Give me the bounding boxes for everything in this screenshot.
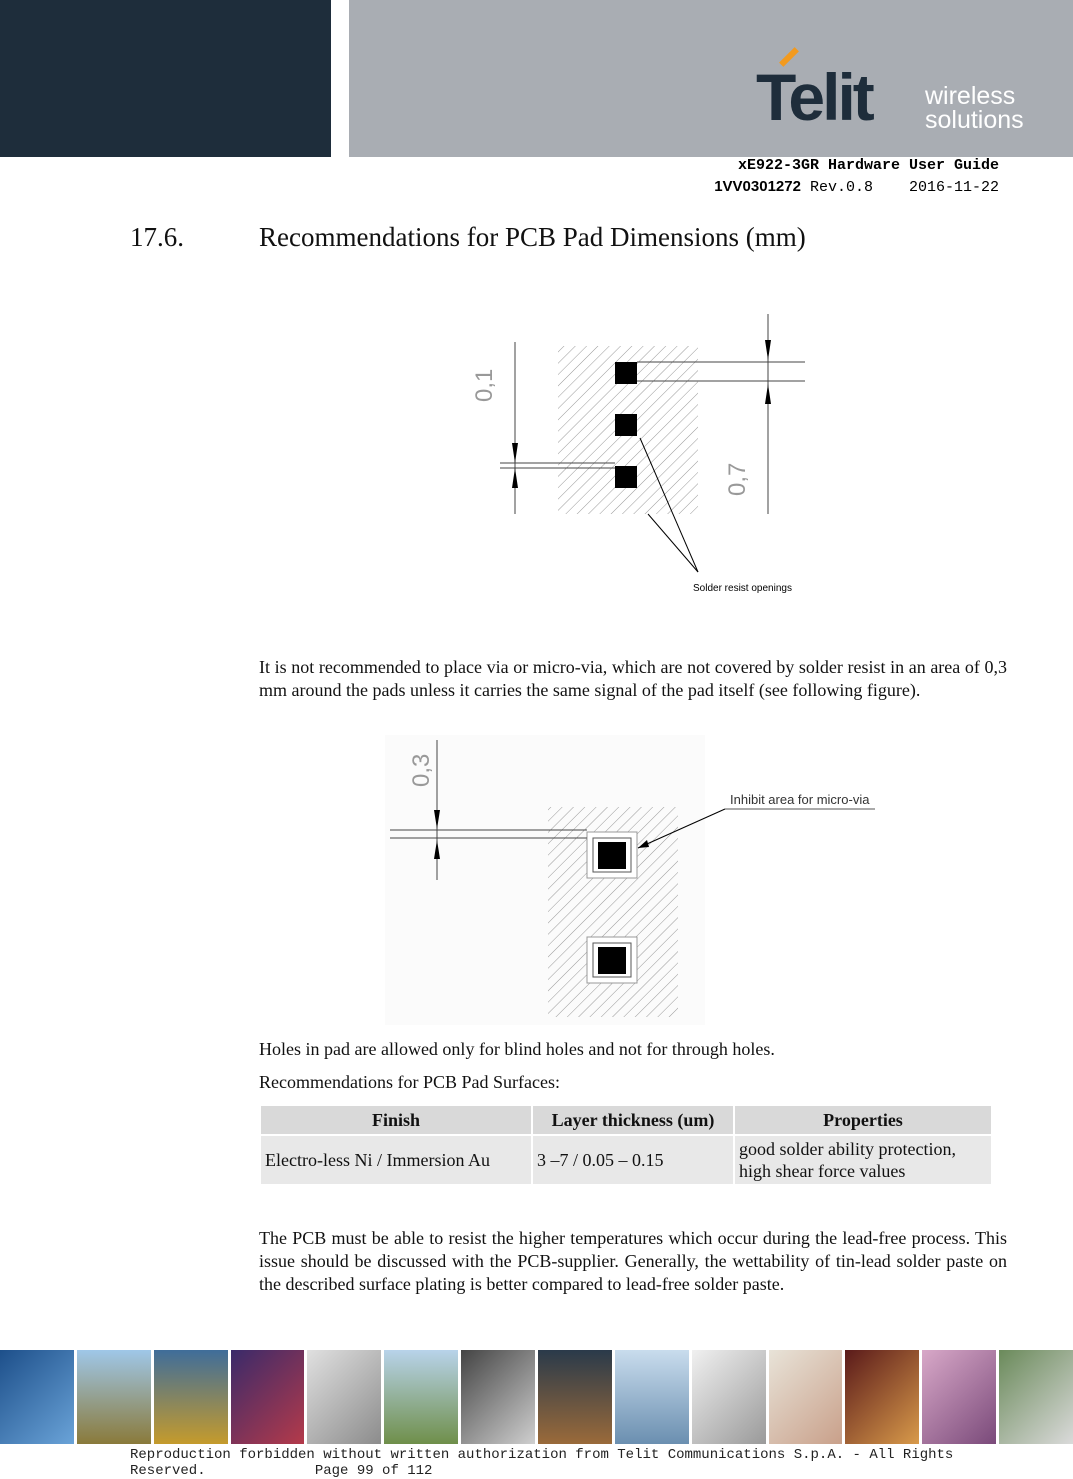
- logo-tagline-line2: solutions: [925, 106, 1024, 134]
- col-finish: Finish: [261, 1106, 531, 1134]
- cell-finish: Electro-less Ni / Immersion Au: [261, 1136, 531, 1184]
- pad-lower: [598, 947, 626, 974]
- pad-1: [615, 362, 637, 384]
- footer-photo: [461, 1350, 535, 1444]
- section-title: Recommendations for PCB Pad Dimensions (mm): [259, 222, 806, 252]
- cell-properties: good solder ability protection, high shear force values: [735, 1136, 991, 1184]
- pad-dimension-figure: [440, 300, 820, 610]
- doc-revision-line: [714, 178, 999, 196]
- col-layer-thickness: Layer thickness (um): [533, 1106, 733, 1134]
- logo-tagline: [925, 84, 1024, 132]
- footer-photo: [77, 1350, 151, 1444]
- callout-inhibit-area: Inhibit area for micro-via: [730, 792, 870, 807]
- footer-photo: [0, 1350, 74, 1444]
- logo-tagline-line1: wireless: [925, 82, 1016, 110]
- footer-photo-strip: [0, 1350, 1073, 1444]
- para-via-recommendation: It is not recommended to place via or micro-via, which are not covered by solder resist in an area of 0,3 mm around the pads unless it carries the same signal of the pad itself (see following figure).: [259, 657, 1007, 700]
- pad-3: [615, 466, 637, 488]
- footer-photo: [999, 1350, 1073, 1444]
- dim-right-label: 0,7: [724, 462, 751, 496]
- dim-left-label: 0,1: [471, 368, 498, 402]
- para-lead-free: The PCB must be able to resist the higher temperatures which occur during the lead-free process. This issue should be discussed with the PCB-supplier. Generally, the wettability of tin-lead solder paste on the described surface plating is better compared to lead-free solder paste.: [259, 1228, 1007, 1294]
- pad-surface-table: [259, 1104, 993, 1186]
- table-header-row: [261, 1106, 991, 1134]
- header-banner-dark: [0, 0, 331, 157]
- col-properties: Properties: [735, 1106, 991, 1134]
- para-holes-in-pad: Holes in pad are allowed only for blind holes and not for through holes.: [259, 1039, 775, 1059]
- footer-photo: [692, 1350, 766, 1444]
- doc-code: 1VV0301272: [714, 178, 801, 195]
- doc-title: xE922-3GR Hardware User Guide: [737, 157, 999, 174]
- footer-photo: [384, 1350, 458, 1444]
- footer-photo: [615, 1350, 689, 1444]
- footer-photo: [307, 1350, 381, 1444]
- cell-thickness: 3 –7 / 0.05 – 0.15: [533, 1136, 733, 1184]
- footer-photo: [231, 1350, 305, 1444]
- footer-photo: [845, 1350, 919, 1444]
- footer-photo: [154, 1350, 228, 1444]
- para-surfaces-heading: Recommendations for PCB Pad Surfaces:: [259, 1072, 560, 1092]
- micro-via-figure: [385, 735, 905, 1025]
- footer-copyright: [130, 1447, 953, 1479]
- footer-photo: [922, 1350, 996, 1444]
- pad-upper: [598, 842, 626, 869]
- table-row: [261, 1136, 991, 1184]
- pad-2: [615, 414, 637, 436]
- section-number: 17.6.: [130, 222, 184, 252]
- footer-line-1: Reproduction forbidden without written authorization from Telit Communications S.p.A. - All Rights: [130, 1447, 954, 1463]
- footer-photo: [769, 1350, 843, 1444]
- dim-0-3-label: 0,3: [408, 753, 435, 787]
- doc-rev-date: Rev.0.8 2016-11-22: [800, 179, 999, 196]
- footer-line-2: Reserved. Page 99 of 112: [130, 1463, 433, 1479]
- callout-solder-resist: Solder resist openings: [693, 583, 792, 594]
- telit-logo: Telit: [756, 60, 872, 134]
- footer-photo: [538, 1350, 612, 1444]
